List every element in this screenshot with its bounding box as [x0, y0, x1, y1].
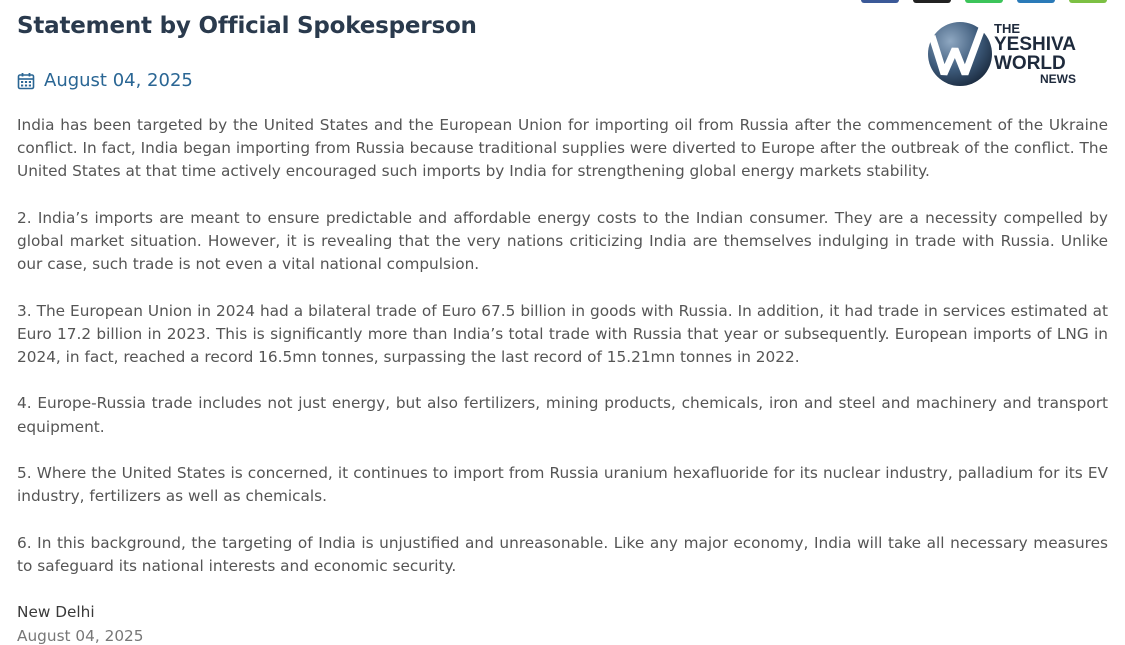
paragraph-3: 3. The European Union in 2024 had a bilateral trade of Euro 67.5 billion in goods with Russia. In addition, it had trade in services estimated at Euro 17.2 billion in 2023. This is significantly more than India’s total trade with Russia that year or subsequently. European imports of LNG in 2024, in fact, reached a record 16.5mn tonnes, surpassing the last record of 15.21mn tonnes in 2022.: [17, 301, 1108, 366]
paragraph-4: 4. Europe-Russia trade includes not just energy, but also fertilizers, mining products, chemicals, iron and steel and machinery and transport equipment.: [17, 394, 1108, 436]
paragraph-6: 6. In this background, the targeting of India is unjustified and unreasonable. Like any major economy, India will take all necessary measures to safeguard its national interests and economic security.: [17, 533, 1108, 575]
share-button-linkedin[interactable]: [1017, 0, 1055, 3]
yeshiva-world-news-logo: THE YESHIVA WORLD NEWS: [924, 16, 1094, 88]
calendar-icon: [17, 72, 35, 90]
share-button-sms[interactable]: [1069, 0, 1107, 3]
statement-date: August 04, 2025: [17, 627, 144, 645]
logo-globe-icon: [924, 16, 996, 88]
paragraph-2: 2. India’s imports are meant to ensure predictable and affordable energy costs to the Indian consumer. They are a necessity compelled by global market situation. However, it is revealing that the very nations criticizing India are themselves indulging in trade with Russia. Unlike our case, such trade is not even a vital national compulsion.: [17, 208, 1108, 274]
paragraph-1: India has been targeted by the United States and the European Union for importing oil from Russia after the commencement of the Ukraine conflict. In fact, India began importing from Russia because traditional supplies were diverted to Europe after the outbreak of the conflict. The United States at that time actively encouraged such imports by India for strengthening global energy markets stability.: [17, 116, 1108, 181]
share-button-facebook[interactable]: [861, 0, 899, 3]
publish-date: [17, 70, 193, 91]
share-button-x[interactable]: [913, 0, 951, 3]
share-button-whatsapp[interactable]: [965, 0, 1003, 3]
page-title: Statement by Official Spokesperson: [17, 13, 477, 39]
statement-place: New Delhi: [17, 603, 95, 621]
share-buttons-strip[interactable]: [861, 0, 1107, 3]
paragraph-5: 5. Where the United States is concerned, it continues to import from Russia uranium hexafluoride for its nuclear industry, palladium for its EV industry, fertilizers as well as chemicals.: [17, 463, 1108, 506]
publish-date-text: August 04, 2025: [44, 70, 193, 91]
article-body: [17, 114, 1108, 601]
